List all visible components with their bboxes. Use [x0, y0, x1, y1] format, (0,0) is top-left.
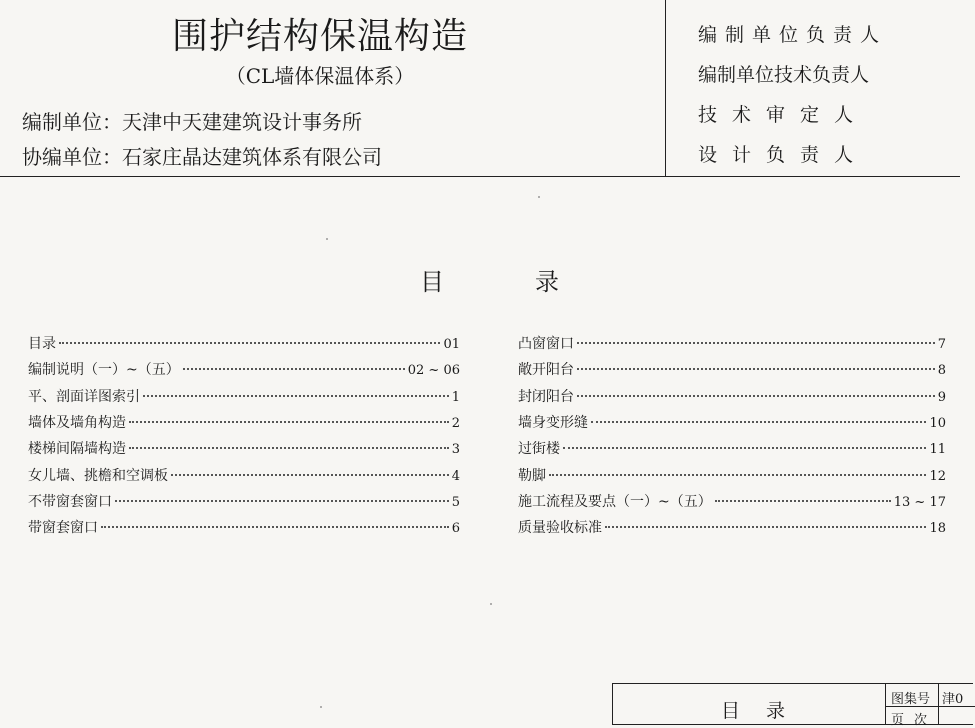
toc-entry-page: 10: [929, 415, 946, 431]
toc-entry: [28, 333, 460, 351]
toc-entry: [28, 412, 460, 430]
toc-entry-page: 1: [451, 389, 460, 405]
toc-leader-dots: [715, 500, 891, 502]
toc-entry: [518, 333, 946, 351]
toc-entry-page: 01: [443, 337, 460, 352]
toc-entry: [518, 412, 946, 430]
toc-entry-title: 凸窗窗口: [518, 336, 574, 352]
toc-leader-dots: [605, 526, 926, 528]
toc-entry-title: 楼梯间隔墙构造: [28, 441, 126, 458]
toc-entry-title: 平、剖面详图索引: [28, 388, 140, 405]
atlas-number-value: 津0: [942, 692, 964, 707]
toc-entry-page: 02 ~ 06: [407, 363, 460, 379]
toc-entry: [28, 386, 460, 404]
toc-entry-title: 质量验收标准: [518, 520, 602, 537]
scan-speck: [538, 196, 540, 198]
toc-entry-title: 不带窗套窗口: [28, 493, 112, 510]
toc-entry: [518, 491, 946, 509]
toc-entry-page: 7: [937, 337, 946, 352]
toc-entry-title: 带窗套窗口: [28, 520, 98, 537]
toc-entry-page: 13 ~ 17: [893, 494, 946, 510]
toc-leader-dots: [143, 395, 449, 397]
toc-entry: [518, 386, 946, 404]
toc-entry-title: 敞开阳台: [518, 362, 574, 379]
toc-entry-page: 6: [451, 521, 460, 537]
toc-entry-title: 女儿墙、挑檐和空调板: [28, 467, 168, 484]
scan-speck: [490, 603, 492, 605]
toc-entry: [518, 438, 946, 456]
toc-heading-right: 录: [535, 268, 559, 296]
toc-entry-title: 编制说明（一）~（五）: [28, 362, 180, 379]
scan-speck: [320, 706, 322, 708]
header-divider-vertical: [665, 0, 666, 177]
toc-entry-page: 18: [929, 521, 946, 537]
toc-leader-dots: [591, 421, 926, 423]
toc-entry: [28, 438, 460, 456]
toc-entry-page: 3: [451, 442, 460, 458]
toc-leader-dots: [129, 421, 449, 423]
compiler-unit: 编制单位：天津中天建建筑设计事务所: [22, 110, 362, 134]
toc-entry-title: 过街楼: [518, 441, 560, 458]
toc-leader-dots: [549, 474, 926, 476]
title-block-divider: [938, 684, 939, 724]
toc-leader-dots: [171, 474, 449, 476]
toc-leader-dots: [577, 342, 935, 344]
toc-heading-left: 目: [420, 268, 444, 296]
scan-speck: [326, 238, 328, 240]
toc-leader-dots: [563, 447, 926, 449]
toc-entry-title: 施工流程及要点（一）~（五）: [518, 493, 712, 510]
header-divider-horizontal: [0, 176, 960, 177]
toc-entry-page: 11: [929, 442, 946, 458]
toc-entry: [518, 517, 946, 535]
toc-entry-title: 勒脚: [518, 467, 546, 484]
toc-leader-dots: [59, 342, 440, 344]
page-number-label: 页次: [891, 713, 938, 728]
toc-entry-page: 9: [937, 389, 946, 405]
toc-entry-title: 封闭阳台: [518, 388, 574, 405]
toc-entry-title: 目录: [28, 336, 56, 352]
toc-entry-page: 8: [937, 363, 946, 379]
toc-entry-page: 2: [451, 415, 460, 431]
atlas-number-label: 图集号: [891, 692, 931, 707]
toc-entry-title: 墙体及墙角构造: [28, 414, 126, 431]
toc-entry-title: 墙身变形缝: [518, 414, 588, 431]
toc-leader-dots: [183, 368, 405, 370]
toc-entry: [28, 465, 460, 483]
toc-entry: [28, 517, 460, 535]
responsibility-tech-head: 编制单位技术负责人: [698, 64, 870, 86]
document-subtitle: （CL墙体保温体系）: [225, 64, 415, 88]
co-compiler-unit: 协编单位：石家庄晶达建筑体系有限公司: [22, 145, 382, 169]
toc-leader-dots: [101, 526, 449, 528]
toc-entry-page: 4: [451, 468, 460, 484]
responsibility-design-head: 设计负责人: [698, 144, 869, 166]
toc-leader-dots: [129, 447, 449, 449]
toc-entry-page: 12: [929, 468, 946, 484]
toc-entry: [28, 491, 460, 509]
document-title: 围护结构保温构造: [171, 16, 468, 57]
title-block-title: 目录: [721, 700, 812, 722]
toc-entry: [518, 465, 946, 483]
toc-entry: [28, 359, 460, 377]
toc-leader-dots: [115, 500, 449, 502]
title-block-divider: [885, 684, 886, 724]
toc-entry-page: 5: [451, 494, 460, 510]
toc-leader-dots: [577, 395, 935, 397]
title-block: [612, 683, 973, 728]
responsibility-unit-head: 编制单位负责人: [698, 24, 888, 46]
toc-leader-dots: [577, 368, 935, 370]
responsibility-reviewer: 技术审定人: [698, 104, 869, 126]
toc-entry: [518, 359, 946, 377]
